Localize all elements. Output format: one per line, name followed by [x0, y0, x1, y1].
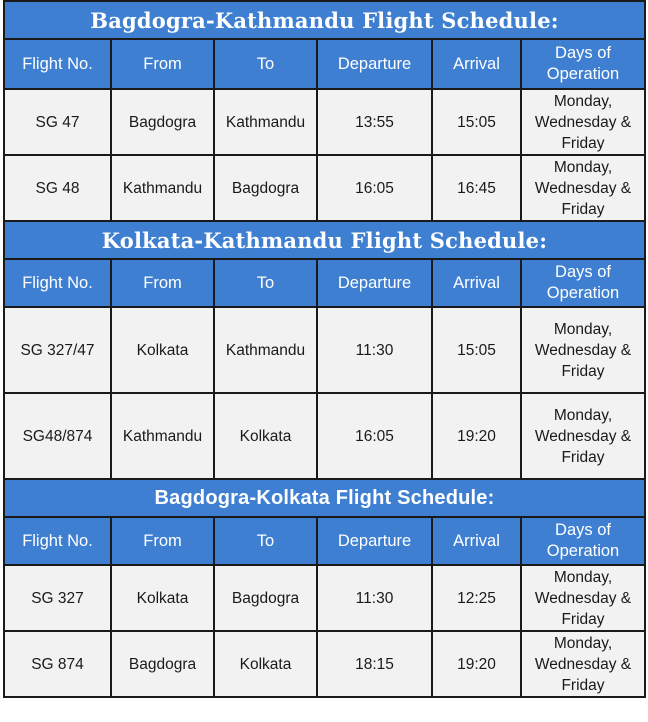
origin: Bagdogra — [111, 89, 214, 155]
col-header-flight: Flight No. — [4, 259, 111, 307]
section-title-row — [4, 1, 645, 39]
departure-time: 18:15 — [317, 631, 432, 697]
col-header-from: From — [111, 517, 214, 565]
origin: Kathmandu — [111, 155, 214, 221]
column-header-row — [4, 39, 645, 89]
flight-number: SG 327/47 — [4, 307, 111, 393]
days-of-operation: Monday, Wednesday & Friday — [521, 565, 645, 631]
table-row — [4, 393, 645, 479]
arrival-time: 12:25 — [432, 565, 521, 631]
section-title-row — [4, 479, 645, 517]
departure-time: 11:30 — [317, 565, 432, 631]
col-header-departure: Departure — [317, 517, 432, 565]
table-row — [4, 155, 645, 221]
section-title: Bagdogra-Kathmandu Flight Schedule: — [4, 1, 645, 39]
departure-time: 13:55 — [317, 89, 432, 155]
col-header-from: From — [111, 39, 214, 89]
arrival-time: 16:45 — [432, 155, 521, 221]
col-header-arrival: Arrival — [432, 517, 521, 565]
days-of-operation: Monday, Wednesday & Friday — [521, 307, 645, 393]
col-header-arrival: Arrival — [432, 39, 521, 89]
origin: Bagdogra — [111, 631, 214, 697]
origin: Kolkata — [111, 565, 214, 631]
flight-number: SG 48 — [4, 155, 111, 221]
days-of-operation: Monday, Wednesday & Friday — [521, 89, 645, 155]
arrival-time: 19:20 — [432, 393, 521, 479]
days-of-operation: Monday, Wednesday & Friday — [521, 393, 645, 479]
col-header-days: Days of Operation — [521, 517, 645, 565]
destination: Bagdogra — [214, 565, 317, 631]
section-title: Kolkata-Kathmandu Flight Schedule: — [4, 221, 645, 259]
col-header-to: To — [214, 259, 317, 307]
col-header-departure: Departure — [317, 259, 432, 307]
destination: Bagdogra — [214, 155, 317, 221]
flight-number: SG48/874 — [4, 393, 111, 479]
arrival-time: 15:05 — [432, 307, 521, 393]
destination: Kathmandu — [214, 307, 317, 393]
col-header-flight: Flight No. — [4, 39, 111, 89]
col-header-arrival: Arrival — [432, 259, 521, 307]
schedule-table — [3, 0, 646, 698]
destination: Kathmandu — [214, 89, 317, 155]
departure-time: 11:30 — [317, 307, 432, 393]
section-title: Bagdogra-Kolkata Flight Schedule: — [4, 479, 645, 517]
table-row — [4, 631, 645, 697]
flight-number: SG 47 — [4, 89, 111, 155]
days-of-operation: Monday, Wednesday & Friday — [521, 631, 645, 697]
days-of-operation: Monday, Wednesday & Friday — [521, 155, 645, 221]
departure-time: 16:05 — [317, 393, 432, 479]
table-row — [4, 307, 645, 393]
flight-number: SG 327 — [4, 565, 111, 631]
col-header-days: Days of Operation — [521, 39, 645, 89]
col-header-flight: Flight No. — [4, 517, 111, 565]
col-header-departure: Departure — [317, 39, 432, 89]
table-row — [4, 565, 645, 631]
origin: Kathmandu — [111, 393, 214, 479]
table-row — [4, 89, 645, 155]
flight-schedule — [3, 0, 644, 698]
section-title-row — [4, 221, 645, 259]
origin: Kolkata — [111, 307, 214, 393]
col-header-days: Days of Operation — [521, 259, 645, 307]
destination: Kolkata — [214, 393, 317, 479]
col-header-to: To — [214, 517, 317, 565]
departure-time: 16:05 — [317, 155, 432, 221]
destination: Kolkata — [214, 631, 317, 697]
arrival-time: 15:05 — [432, 89, 521, 155]
flight-number: SG 874 — [4, 631, 111, 697]
column-header-row — [4, 517, 645, 565]
arrival-time: 19:20 — [432, 631, 521, 697]
column-header-row — [4, 259, 645, 307]
col-header-to: To — [214, 39, 317, 89]
col-header-from: From — [111, 259, 214, 307]
